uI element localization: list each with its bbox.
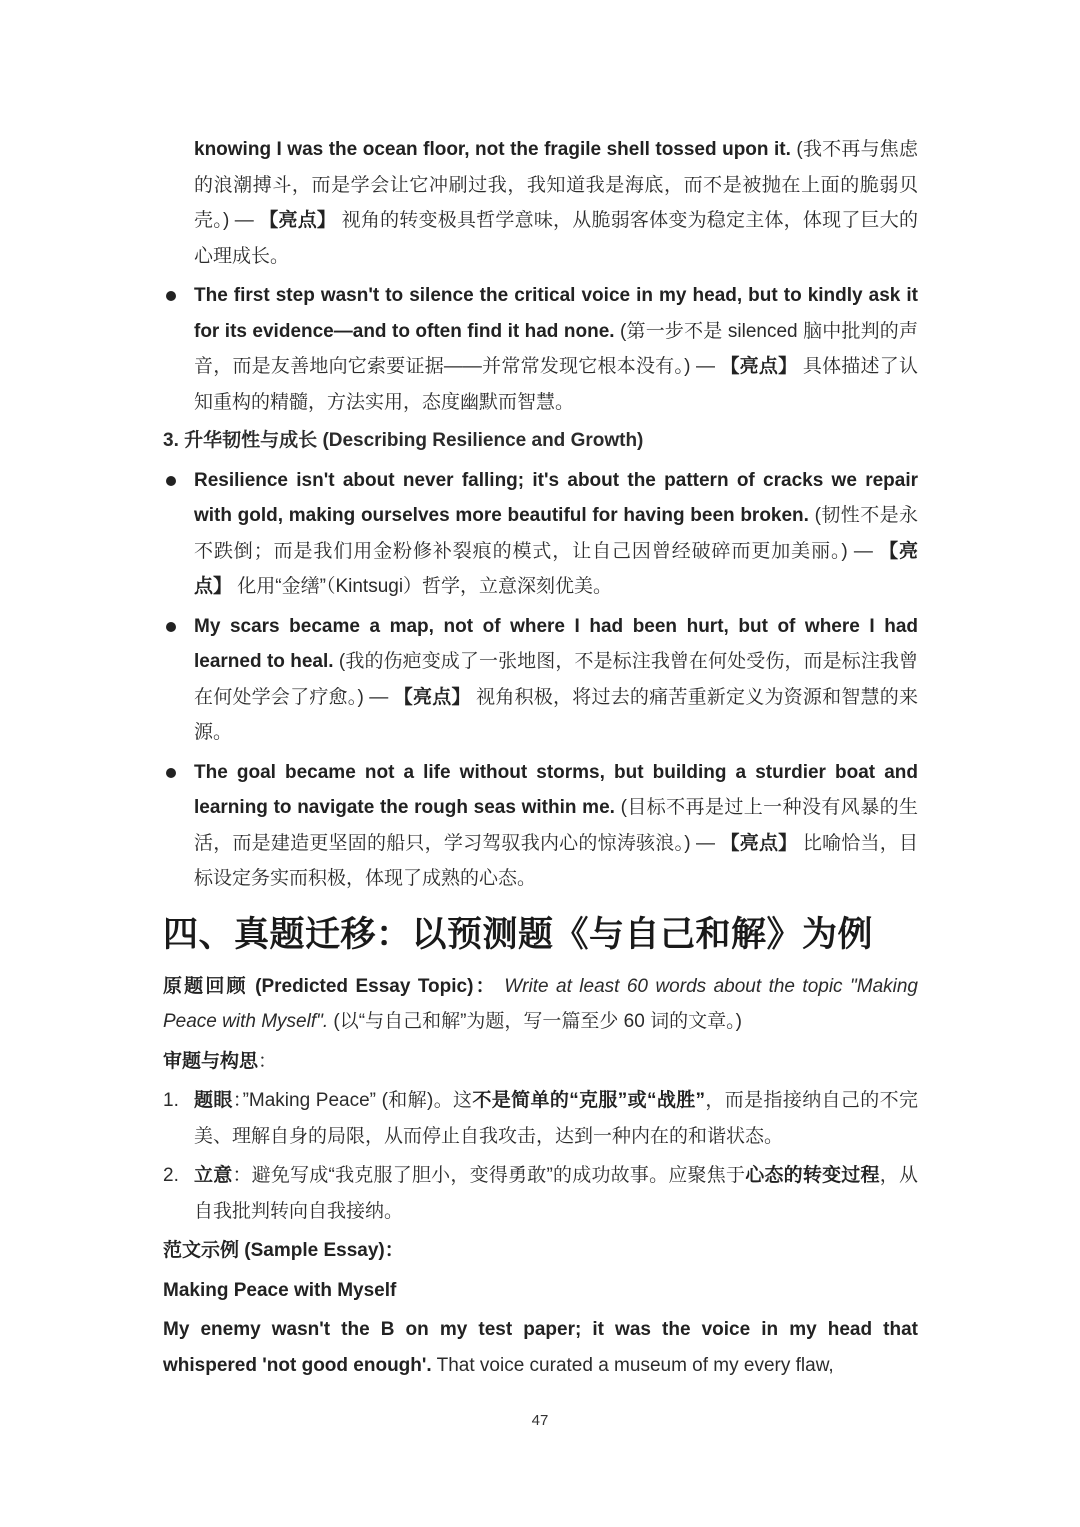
item-number: 2.: [163, 1165, 179, 1186]
section-subtitle: (Describing Resilience and Growth): [322, 430, 644, 451]
sample-essay-label: 范文示例 (Sample Essay)：: [163, 1240, 404, 1261]
item-label: 题眼: [194, 1090, 233, 1111]
essay-bold-text: My enemy wasn't the B on my test paper; it was the voice in my head that whispered 'not good enough'.: [163, 1319, 918, 1376]
bullet-text: [194, 463, 918, 605]
item-emphasis: 不是简单的“克服”或“战胜”: [472, 1090, 706, 1111]
bullet-translation: (韧性不是永不跌倒；而是我们用金粉修补裂痕的模式，让自己因曾经破碎而更加美丽。) —: [194, 505, 919, 562]
analysis-heading: [163, 1044, 918, 1080]
list-item: [163, 755, 918, 897]
essay-paragraph: [163, 1312, 918, 1383]
section-3-heading: [163, 423, 918, 459]
bullet-english: The goal became not a life without storms, but building a sturdier boat and learning to navigate the rough seas within me.: [194, 761, 918, 818]
bullet-icon: [166, 476, 176, 486]
topic-text: Write at least 60 words about the topic "Making Peace with Myself".: [163, 975, 918, 1032]
intro-paragraph: [163, 132, 918, 274]
bullet-comment: 比喻恰当，目标设定务实而积极，体现了成熟的心态。: [194, 832, 918, 889]
item-text-a: ：避免写成“我克服了胆小，变得勇敢”的成功故事。应聚焦于: [232, 1165, 746, 1186]
section-number: 3.: [163, 430, 179, 451]
analysis-colon: ：: [258, 1050, 278, 1072]
bullet-comment: 视角积极，将过去的痛苦重新定义为资源和智慧的来源。: [194, 686, 918, 743]
item-text-a: ：”Making Peace” (和解)。这: [232, 1090, 473, 1111]
bullet-english: Resilience isn't about never falling; it's about the pattern of cracks we repair with gold, making ourselves more beautiful for having been broken.: [194, 469, 918, 526]
bullet-comment: 具体描述了认知重构的精髓，方法实用，态度幽默而智慧。: [194, 356, 918, 413]
page-number: 47: [531, 1412, 549, 1429]
topic-label: 原题回顾 (Predicted Essay Topic)：: [163, 975, 497, 997]
bullet-icon: [166, 768, 176, 778]
topic-paragraph: [163, 969, 918, 1040]
item-text: [194, 1158, 918, 1229]
highlight-label: 【亮点】: [720, 832, 798, 854]
highlight-label: 【亮点】: [194, 540, 918, 597]
essay-title: Making Peace with Myself: [163, 1279, 397, 1301]
topic-translation: (以“与自己和解”为题，写一篇至少 60 词的文章。): [328, 1011, 742, 1032]
item-text: [194, 1083, 918, 1154]
intro-comment: 视角的转变极具哲学意味，从脆弱客体变为稳定主体，体现了巨大的心理成长。: [194, 210, 918, 267]
bullet-comment: 化用“金缮”（Kintsugi）哲学，立意深刻优美。: [232, 576, 613, 597]
list-item: [163, 609, 918, 751]
section-title: 升华韧性与成长: [184, 430, 318, 451]
bullet-icon: [166, 291, 176, 301]
item-text-c: ，而是指接纳自己的不完美、理解自身的局限，从而停止自我攻击，达到一种内在的和谐状态。: [194, 1090, 918, 1147]
bullet-icon: [166, 622, 176, 632]
bullet-english: The first step wasn't to silence the critical voice in my head, but to kindly ask it for its evidence—and to often find it had none.: [194, 285, 918, 342]
list-item: [163, 278, 918, 420]
item-text-c: ，从自我批判转向自我接纳。: [194, 1165, 918, 1222]
numbered-item: [163, 1158, 918, 1229]
list-item: [163, 463, 918, 605]
intro-translation: (我不再与焦虑的浪潮搏斗，而是学会让它冲刷过我，我知道我是海底，而不是被抛在上面的脆弱贝壳。) —: [194, 139, 919, 231]
bullet-translation: (目标不再是过上一种没有风暴的生活，而是建造更坚固的船只，学习驾驭我内心的惊涛骇浪。) —: [194, 797, 919, 854]
bullet-text: [194, 278, 918, 420]
bullet-translation: (第一步不是 silenced 脑中批判的声音，而是友善地向它索要证据——并常常发现它根本没有。) —: [194, 320, 918, 377]
intro-bold-text: knowing I was the ocean floor, not the fragile shell tossed upon it.: [194, 139, 791, 160]
highlight-label: 【亮点】: [393, 686, 471, 708]
item-label: 立意: [194, 1165, 233, 1186]
bullet-text: [194, 755, 918, 897]
analysis-label: 审题与构思: [163, 1050, 259, 1072]
section-4-heading: 四、真题迁移：以预测题《与自己和解》为例: [163, 914, 874, 954]
item-emphasis: 心态的转变过程: [745, 1165, 880, 1186]
highlight-label: 【亮点】: [259, 210, 337, 231]
item-number: 1.: [163, 1090, 179, 1111]
bullet-translation: (我的伤疤变成了一张地图，不是标注我曾在何处受伤，而是标注我曾在何处学会了疗愈。) —: [194, 651, 919, 708]
bullet-english: My scars became a map, not of where I had been hurt, but of where I had learned to heal.: [194, 615, 918, 672]
page-content: [163, 132, 918, 1383]
highlight-label: 【亮点】: [720, 356, 798, 377]
bullet-text: [194, 609, 918, 751]
essay-text: That voice curated a museum of my every flaw,: [431, 1354, 834, 1376]
numbered-item: [163, 1083, 918, 1154]
